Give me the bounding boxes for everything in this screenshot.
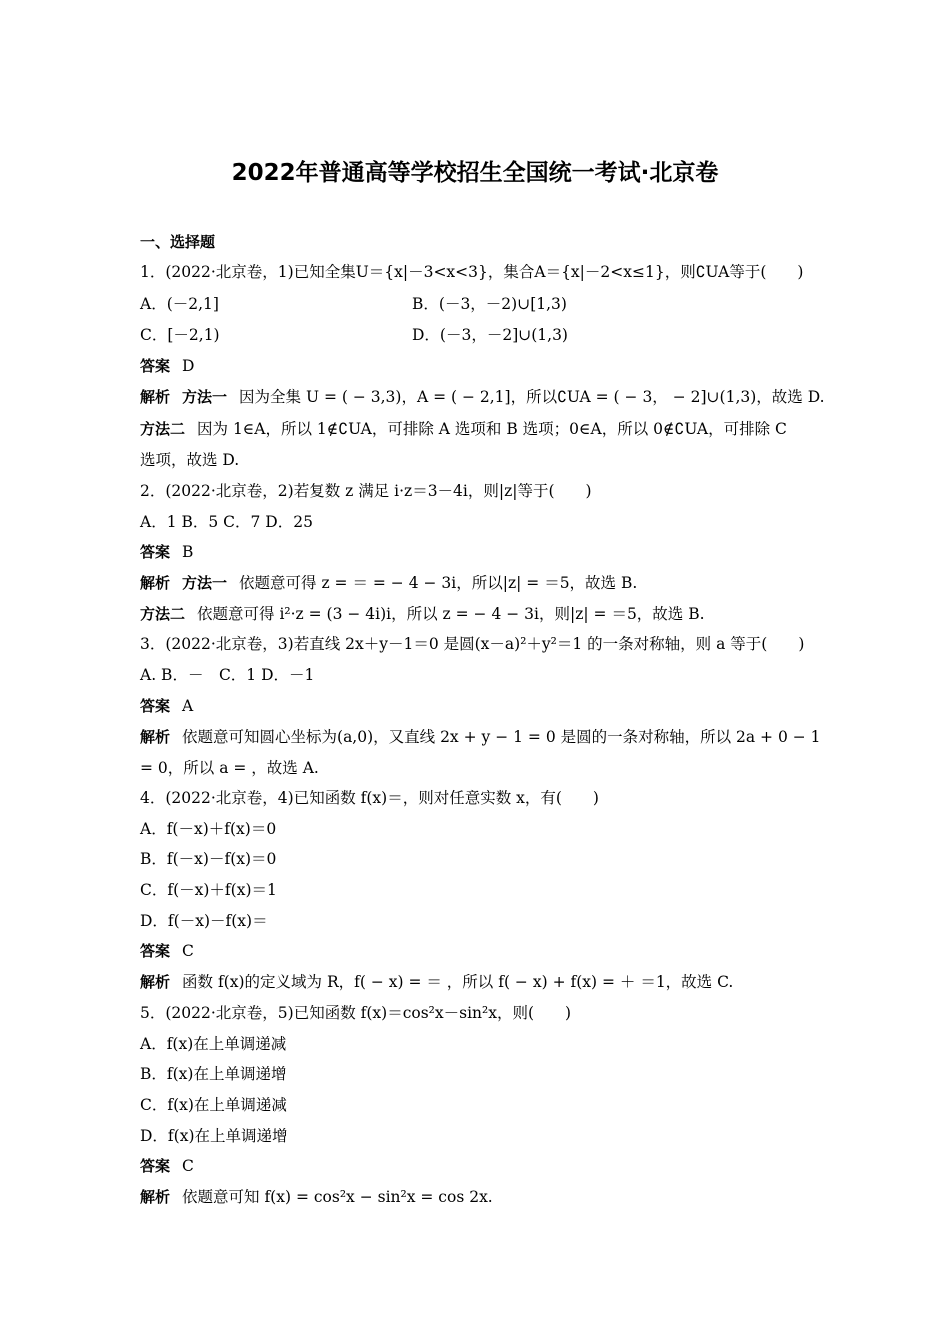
q3-solution — [140, 727, 830, 747]
analysis-label: 解析 — [140, 574, 171, 592]
question-3: 3．(2022·北京卷，3)若直线 2x＋y－1＝0 是圆(x－a)²＋y²＝1 的一条对称轴，则 a 等于( ) — [140, 635, 805, 653]
solution-text: 函数 f(x)的定义域为 R，f( − x) = ＝ ，所以 f( − x) + f(x) = ＋ ＝1，故选 C. — [182, 973, 734, 991]
solution-text: 依题意可知 f(x) = cos²x − sin²x = cos 2x. — [182, 1188, 493, 1206]
method2-label: 方法二 — [140, 605, 186, 623]
answer-value: A — [182, 697, 194, 715]
answer-label: 答案 — [140, 1157, 171, 1175]
answer-value: C — [182, 1157, 194, 1175]
q5-option-d: D．f(x)在上单调递增 — [140, 1127, 288, 1145]
analysis-label: 解析 — [140, 1188, 171, 1206]
q1-options-row1 — [140, 294, 830, 314]
q1-option-d: D．(－3，－2]∪(1,3) — [412, 326, 568, 344]
method1-label: 方法一 — [182, 574, 228, 592]
answer-value: C — [182, 942, 194, 960]
q1-options-row2 — [140, 325, 830, 345]
q1-option-b: B．(－3，－2)∪[1,3) — [412, 295, 567, 313]
answer-value: B — [182, 543, 194, 561]
method2-label: 方法二 — [140, 420, 186, 438]
q4-option-b: B．f(－x)－f(x)＝0 — [140, 850, 277, 868]
answer-label: 答案 — [140, 543, 171, 561]
analysis-label: 解析 — [140, 728, 171, 746]
q3-solution-cont: = 0，所以 a = ，故选 A. — [140, 759, 319, 777]
solution-text: 依题意可知圆心坐标为(a,0)，又直线 2x + y − 1 = 0 是圆的一条对称轴，所以 2a + 0 − 1 — [182, 728, 821, 746]
answer-label: 答案 — [140, 697, 171, 715]
answer-label: 答案 — [140, 942, 171, 960]
q4-option-c: C．f(－x)＋f(x)＝1 — [140, 881, 277, 899]
solution-text: 依题意可得 i²·z = (3 − 4i)i，所以 z = − 4 − 3i，则|z| = ＝5，故选 B. — [197, 605, 705, 623]
q1-solution-method2-cont: 选项，故选 D. — [140, 451, 240, 469]
q5-option-b: B．f(x)在上单调递增 — [140, 1065, 287, 1083]
q2-solution-method2 — [140, 604, 830, 624]
q1-option-c: C．[－2,1) — [140, 326, 220, 344]
q4-answer — [140, 941, 830, 961]
q3-answer — [140, 696, 830, 716]
question-4: 4．(2022·北京卷，4)已知函数 f(x)＝，则对任意实数 x，有( ) — [140, 789, 599, 807]
q2-solution-method1 — [140, 573, 830, 593]
q1-solution-method2 — [140, 419, 830, 439]
question-5: 5．(2022·北京卷，5)已知函数 f(x)＝cos²x－sin²x，则( ) — [140, 1004, 572, 1022]
answer-label: 答案 — [140, 357, 171, 375]
q4-option-d: D．f(－x)－f(x)＝ — [140, 912, 268, 930]
q5-answer — [140, 1156, 830, 1176]
q1-answer — [140, 356, 830, 376]
solution-text: 因为全集 U = ( − 3,3)，A = ( − 2,1]，所以∁UA = ( − 3， − 2]∪(1,3)，故选 D. — [239, 388, 825, 406]
q1-solution-method1 — [140, 387, 830, 407]
q5-option-a: A．f(x)在上单调递减 — [140, 1035, 287, 1053]
method1-label: 方法一 — [182, 388, 228, 406]
q4-solution — [140, 972, 830, 992]
analysis-label: 解析 — [140, 973, 171, 991]
q2-options: A．1 B．5 C．7 D．25 — [140, 513, 313, 531]
q5-solution — [140, 1187, 830, 1207]
page-title: 2022年普通高等学校招生全国统一考试·北京卷 — [231, 160, 719, 186]
solution-text: 依题意可得 z = ＝ = − 4 − 3i，所以|z| = ＝5，故选 B. — [239, 574, 638, 592]
analysis-label: 解析 — [140, 388, 171, 406]
answer-value: D — [182, 357, 195, 375]
q4-option-a: A．f(－x)＋f(x)＝0 — [140, 820, 277, 838]
q1-option-a: A．(－2,1] — [140, 295, 219, 313]
section-heading: 一、选择题 — [140, 233, 216, 251]
solution-text: 因为 1∈A，所以 1∉∁UA，可排除 A 选项和 B 选项；0∈A，所以 0∉∁UA，可排除 C — [197, 420, 787, 438]
q3-options: A. B．－ C．1 D．－1 — [140, 666, 315, 684]
q5-option-c: C．f(x)在上单调递减 — [140, 1096, 287, 1114]
question-2: 2．(2022·北京卷，2)若复数 z 满足 i·z＝3－4i，则|z|等于( ) — [140, 482, 592, 500]
question-1: 1．(2022·北京卷，1)已知全集U＝{x|－3<x<3}，集合A＝{x|－2<x≤1}，则∁UA等于( ) — [140, 263, 804, 281]
q2-answer — [140, 542, 830, 562]
